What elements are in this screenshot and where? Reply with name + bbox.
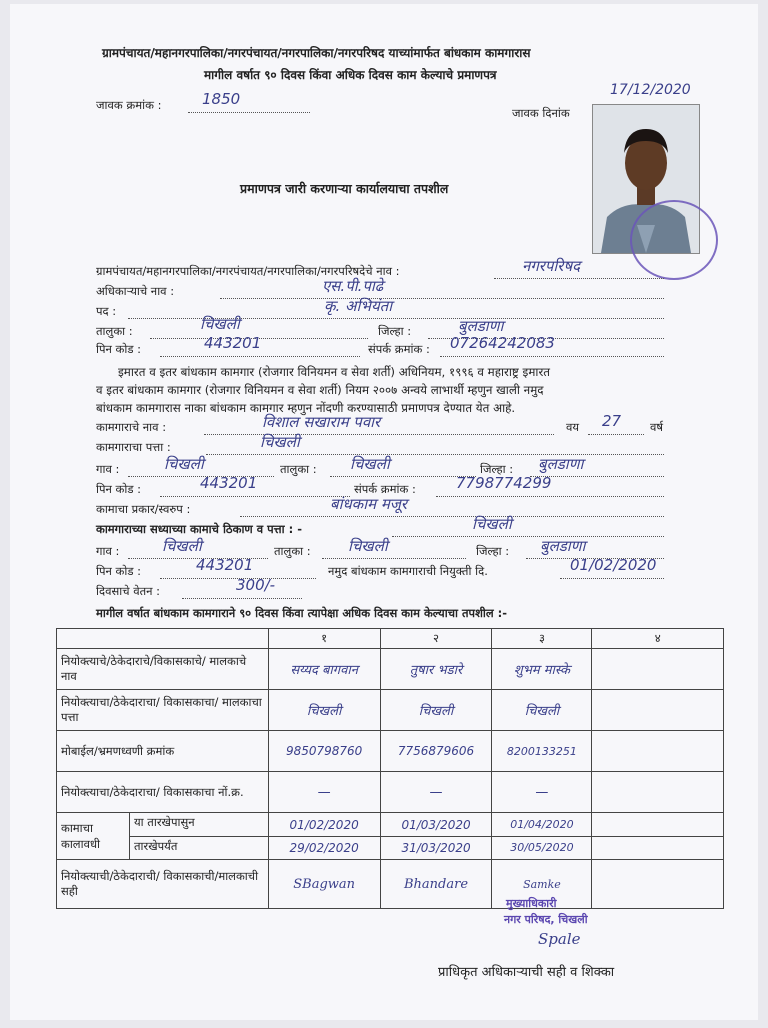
current-village-value: चिखली	[162, 537, 202, 555]
current-district-label: जिल्हा :	[476, 544, 510, 558]
worker-age-label: वय	[566, 420, 580, 434]
worker-address-value: चिखली	[260, 433, 300, 451]
officer-signature: Spale	[538, 930, 581, 948]
regno-2: —	[380, 772, 492, 813]
employer-2: तुषार भडारे	[380, 649, 492, 690]
wage-value: 300/-	[236, 576, 276, 594]
outward-date-label: जावक दिनांक	[512, 106, 570, 120]
round-seal	[630, 200, 718, 280]
declaration-line-3: बांधकाम कामगारास नाका बांधकाम कामगार म्हणुन नोंदणी करण्यासाठी प्रमाणपत्र देण्यात येत आहे.	[96, 401, 516, 415]
header-line-2: मागील वर्षात ९० दिवस किंवा अधिक दिवस काम केल्याचे प्रमाणपत्र	[204, 68, 497, 82]
current-pincode-value: 443201	[196, 556, 254, 574]
table-row	[57, 813, 724, 860]
from-2: 01/03/2020	[381, 814, 492, 837]
worker-work-type-label: कामाचा प्रकार/स्वरुप :	[96, 502, 191, 516]
period-cell-2	[380, 813, 492, 860]
period-cell-3	[492, 813, 592, 860]
worker-district-label: जिल्हा :	[480, 462, 514, 476]
wage-label: दिवसाचे वेतन :	[96, 584, 161, 598]
table-row	[57, 649, 724, 690]
current-work-place-value: चिखली	[472, 515, 512, 533]
worker-work-type-value: बांधकाम मजूर	[330, 495, 408, 513]
table-row	[57, 731, 724, 772]
employer-3: शुभम मास्के	[492, 649, 592, 690]
outward-date-value: 17/12/2020	[610, 82, 691, 98]
worker-village-value: चिखली	[164, 455, 204, 473]
stamp-line-2: नगर परिषद, चिखली	[504, 913, 588, 926]
office-taluka-value: चिखली	[200, 315, 240, 333]
table-col-4: ४	[592, 629, 724, 649]
regno-1: —	[268, 772, 380, 813]
row-from-label: या तारखेपासुन	[130, 813, 268, 837]
office-district-label: जिल्हा :	[378, 324, 412, 338]
outward-no-value: 1850	[202, 90, 241, 108]
row-employer-label: नियोक्त्याचे/ठेकेदाराचे/विकासकाचे/ मालकाचे नाव	[57, 649, 269, 690]
employer-signature-4	[592, 860, 724, 909]
local-body-value: नगरपरिषद	[522, 257, 581, 275]
worker-pincode-label: पिन कोड :	[96, 482, 142, 496]
to-3: 30/05/2020	[510, 840, 574, 854]
current-village-label: गाव :	[96, 544, 120, 558]
mobile-4	[592, 731, 724, 772]
regno-4	[592, 772, 724, 813]
mobile-2: 7756879606	[380, 731, 492, 772]
table-row	[57, 772, 724, 813]
table-header-empty	[57, 629, 269, 649]
row-period-label: कामाचा कालावधी	[57, 813, 130, 859]
office-taluka-label: तालुका :	[96, 324, 133, 338]
table-title: मागील वर्षात बांधकाम कामगाराने ९० दिवस किंवा त्यापेक्षा अधिक दिवस काम केल्याचा तपशील :-	[96, 606, 508, 620]
row-regno-label: नियोक्त्याचा/ठेकेदाराचा/ विकासकाचा नों.क्र.	[57, 772, 269, 813]
worker-taluka-value: चिखली	[350, 455, 390, 473]
to-4	[592, 837, 723, 859]
outward-no-label: जावक क्रमांक :	[96, 98, 162, 112]
certificate-page	[10, 4, 758, 1020]
current-taluka-value: चिखली	[348, 537, 388, 555]
stamp-line-1: मुख्याधिकारी	[506, 897, 557, 910]
office-section-title: प्रमाणपत्र जारी करणाऱ्या कार्यालयाचा तपशील	[240, 181, 449, 196]
post-label: पद :	[96, 304, 117, 318]
declaration-line-1: इमारत व इतर बांधकाम कामगार (रोजगार विनियमन व सेवा शर्ती) अधिनियम, १९९६ व महाराष्ट्र इमारत	[118, 365, 550, 379]
office-pincode-value: 443201	[204, 334, 262, 352]
table-col-3: ३	[492, 629, 592, 649]
to-1: 29/02/2020	[289, 840, 359, 855]
period-cell-4	[592, 813, 724, 860]
from-4	[592, 814, 723, 837]
officer-name-value: एस.पी.पाढे	[322, 277, 384, 295]
row-to-label: तारखेपर्यंत	[134, 838, 178, 853]
officer-name-label: अधिकाऱ्याचे नाव :	[96, 284, 175, 298]
address-4	[592, 690, 724, 731]
current-work-title: कामगाराच्या सध्याच्या कामाचे ठिकाण व पत्ता : -	[96, 522, 302, 536]
worker-taluka-label: तालुका :	[280, 462, 317, 476]
address-1: चिखली	[268, 690, 380, 731]
row-sign-label: नियोक्त्याची/ठेकेदाराची/ विकासकाची/मालकाची सही	[57, 860, 269, 909]
post-value: कृ. अभियंता	[324, 297, 393, 315]
mobile-1: 9850798760	[268, 731, 380, 772]
signature-label: प्राधिकृत अधिकाऱ्याची सही व शिक्का	[438, 965, 615, 980]
worker-contact-value: 7798774299	[456, 474, 552, 492]
to-2: 31/03/2020	[401, 840, 471, 855]
table-col-2: २	[380, 629, 492, 649]
table-header-row	[57, 629, 724, 649]
worker-pincode-value: 443201	[200, 474, 258, 492]
worker-address-label: कामगाराचा पत्ता :	[96, 440, 171, 454]
from-1: 01/02/2020	[269, 814, 380, 837]
address-3: चिखली	[492, 690, 592, 731]
appointment-value: 01/02/2020	[570, 556, 657, 574]
local-body-label: ग्रामपंचायत/महानगरपालिका/नगरपंचायत/नगरपालिका/नगरपरिषदेचे नाव :	[96, 264, 400, 278]
regno-3: —	[492, 772, 592, 813]
address-2: चिखली	[380, 690, 492, 731]
row-mobile-label: मोबाईल/भ्रमणध्वणी क्रमांक	[57, 731, 269, 772]
office-contact-label: संपर्क क्रमांक :	[368, 342, 430, 356]
row-period-cell	[57, 813, 269, 860]
office-contact-value: 07264242083	[450, 334, 555, 352]
worker-village-label: गाव :	[96, 462, 120, 476]
office-district-value: बुलडाणा	[458, 317, 504, 335]
header-line-1: ग्रामपंचायत/महानगरपालिका/नगरपंचायत/नगरपालिका/नगरपरिषद याच्यांमार्फत बांधकाम कामगारास	[102, 46, 531, 60]
worker-name-value: विशाल सखाराम पवार	[262, 413, 381, 431]
office-pincode-label: पिन कोड :	[96, 342, 142, 356]
current-pincode-label: पिन कोड :	[96, 564, 142, 578]
declaration-line-2: व इतर बांधकाम कामगार (रोजगार विनियमन व सेवा शर्ती) नियम २००७ अन्वये लाभार्थी म्हणुन खाली नमुद	[96, 383, 544, 397]
worker-district-value: बुलडाणा	[538, 455, 584, 473]
current-district-value: बुलडाणा	[540, 537, 586, 555]
current-taluka-label: तालुका :	[274, 544, 311, 558]
from-3: 01/04/2020	[492, 814, 591, 837]
employer-1: सय्यद बागवान	[268, 649, 380, 690]
employer-signature-3: Samke	[492, 860, 592, 909]
worker-contact-label: संपर्क क्रमांक :	[354, 482, 416, 496]
period-cell-1	[268, 813, 380, 860]
employer-signature-2: Bhandare	[380, 860, 492, 909]
work-details-table	[56, 628, 724, 909]
worker-age-value: 27	[602, 412, 622, 430]
table-col-1: १	[268, 629, 380, 649]
appointment-label: नमुद बांधकाम कामगाराची नियुक्ती दि.	[328, 564, 488, 578]
worker-name-label: कामगाराचे नाव :	[96, 420, 167, 434]
table-row	[57, 690, 724, 731]
employer-4	[592, 649, 724, 690]
worker-age-unit: वर्ष	[650, 420, 664, 434]
table-row	[57, 860, 724, 909]
employer-signature-1: SBagwan	[268, 860, 380, 909]
mobile-3: 8200133251	[492, 731, 592, 772]
row-address-label: नियोक्त्याचा/ठेकेदाराचा/ विकासकाचा/ मालकाचा पत्ता	[57, 690, 269, 731]
